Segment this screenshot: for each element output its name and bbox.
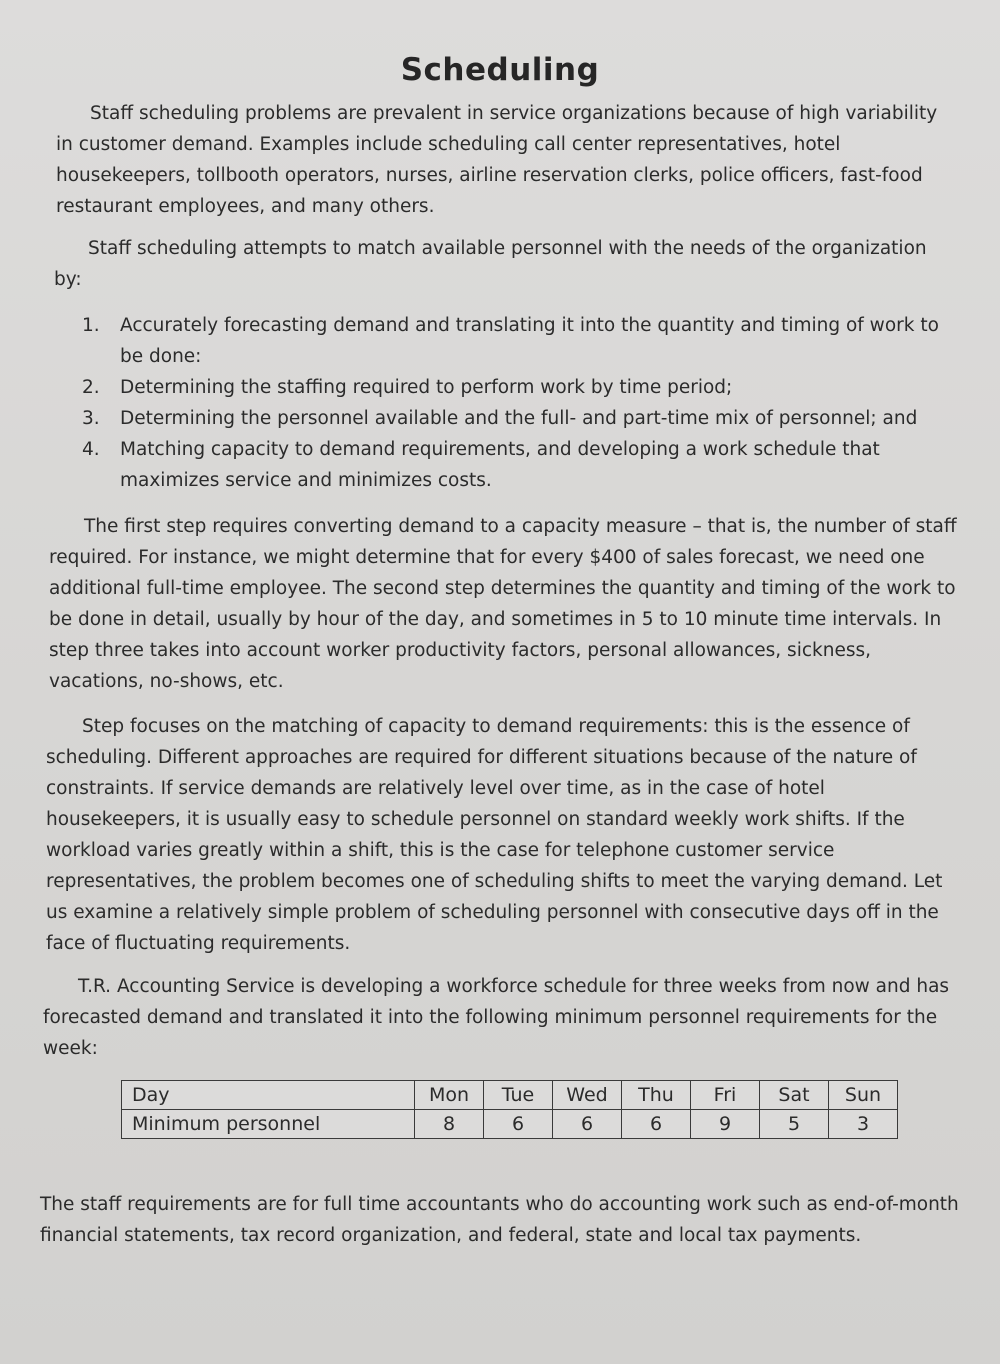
table-row (122, 1110, 898, 1139)
table-cell: 6 (622, 1110, 691, 1139)
paragraph-closing: The staff requirements are for full time accountants who do accounting work such as end-of-month financial statements, tax record organization, and federal, state and local tax payments. (40, 1194, 959, 1246)
table-cell: 5 (760, 1110, 829, 1139)
list-item-text: Determining the staffing required to perform work by time period; (120, 377, 733, 398)
paragraph-step-focus: Step focuses on the matching of capacity to demand requirements: this is the essence of scheduling. Different approaches are required for different situations because of the nature of constraints. If service demands are relatively level over time, as in the case of hotel housekeepers, it is usually easy to schedule personnel on standard weekly work shifts. If the workload varies greatly within a shift, this is the case for telephone customer service representatives, the problem becomes one of scheduling shifts to meet the varying demand. Let us examine a relatively simple problem of scheduling personnel with consecutive days off in the face of fluctuating requirements. (46, 716, 943, 954)
table-header-day: Tue (484, 1081, 553, 1110)
table-cell: 6 (553, 1110, 622, 1139)
table-cell: 8 (415, 1110, 484, 1139)
requirements-table (121, 1080, 898, 1139)
list-item (82, 310, 962, 372)
page-title: Scheduling (400, 52, 600, 88)
table-cell: 6 (484, 1110, 553, 1139)
list-item-number: 3. (82, 408, 100, 429)
list-item (82, 403, 962, 434)
list-item-number: 1. (82, 315, 100, 336)
table-header-day: Fri (691, 1081, 760, 1110)
paragraph-tr-accounting: T.R. Accounting Service is developing a workforce schedule for three weeks from now and has forecasted demand and translated it into the following minimum personnel requirements for the week: (43, 976, 950, 1059)
table-header-day: Sun (829, 1081, 898, 1110)
table-header-label: Day (122, 1081, 415, 1110)
list-item (82, 372, 962, 403)
list-item-text: Determining the personnel available and the full- and part-time mix of personnel; and (120, 408, 918, 429)
list-item-text: Accurately forecasting demand and translating it into the quantity and timing of work to be done: (120, 315, 939, 367)
list-item-text: Matching capacity to demand requirements, and developing a work schedule that maximizes service and minimizes costs. (120, 439, 880, 491)
table-row (122, 1081, 898, 1110)
paragraph-attempts: Staff scheduling attempts to match available personnel with the needs of the organization by: (54, 238, 927, 290)
table-row-label: Minimum personnel (122, 1110, 415, 1139)
list-item (82, 434, 962, 496)
steps-list (82, 310, 962, 496)
list-item-number: 4. (82, 439, 100, 460)
table-cell: 3 (829, 1110, 898, 1139)
table-header-day: Thu (622, 1081, 691, 1110)
table-header-day: Mon (415, 1081, 484, 1110)
paragraph-intro: Staff scheduling problems are prevalent in service organizations because of high variability in customer demand. Examples include scheduling call center representatives, hotel housekeepers, tollbooth operators, nurses, airline reservation clerks, police officers, fast-food restaurant employees, and many others. (56, 103, 938, 217)
paragraph-first-step: The first step requires converting demand to a capacity measure – that is, the number of staff required. For instance, we might determine that for every $400 of sales forecast, we need one additional full-time employee. The second step determines the quantity and timing of the work to be done in detail, usually by hour of the day, and sometimes in 5 to 10 minute time intervals. In step three takes into account worker productivity factors, personal allowances, sickness, vacations, no-shows, etc. (49, 516, 957, 692)
table-header-day: Wed (553, 1081, 622, 1110)
list-item-number: 2. (82, 377, 100, 398)
table-cell: 9 (691, 1110, 760, 1139)
table-header-day: Sat (760, 1081, 829, 1110)
